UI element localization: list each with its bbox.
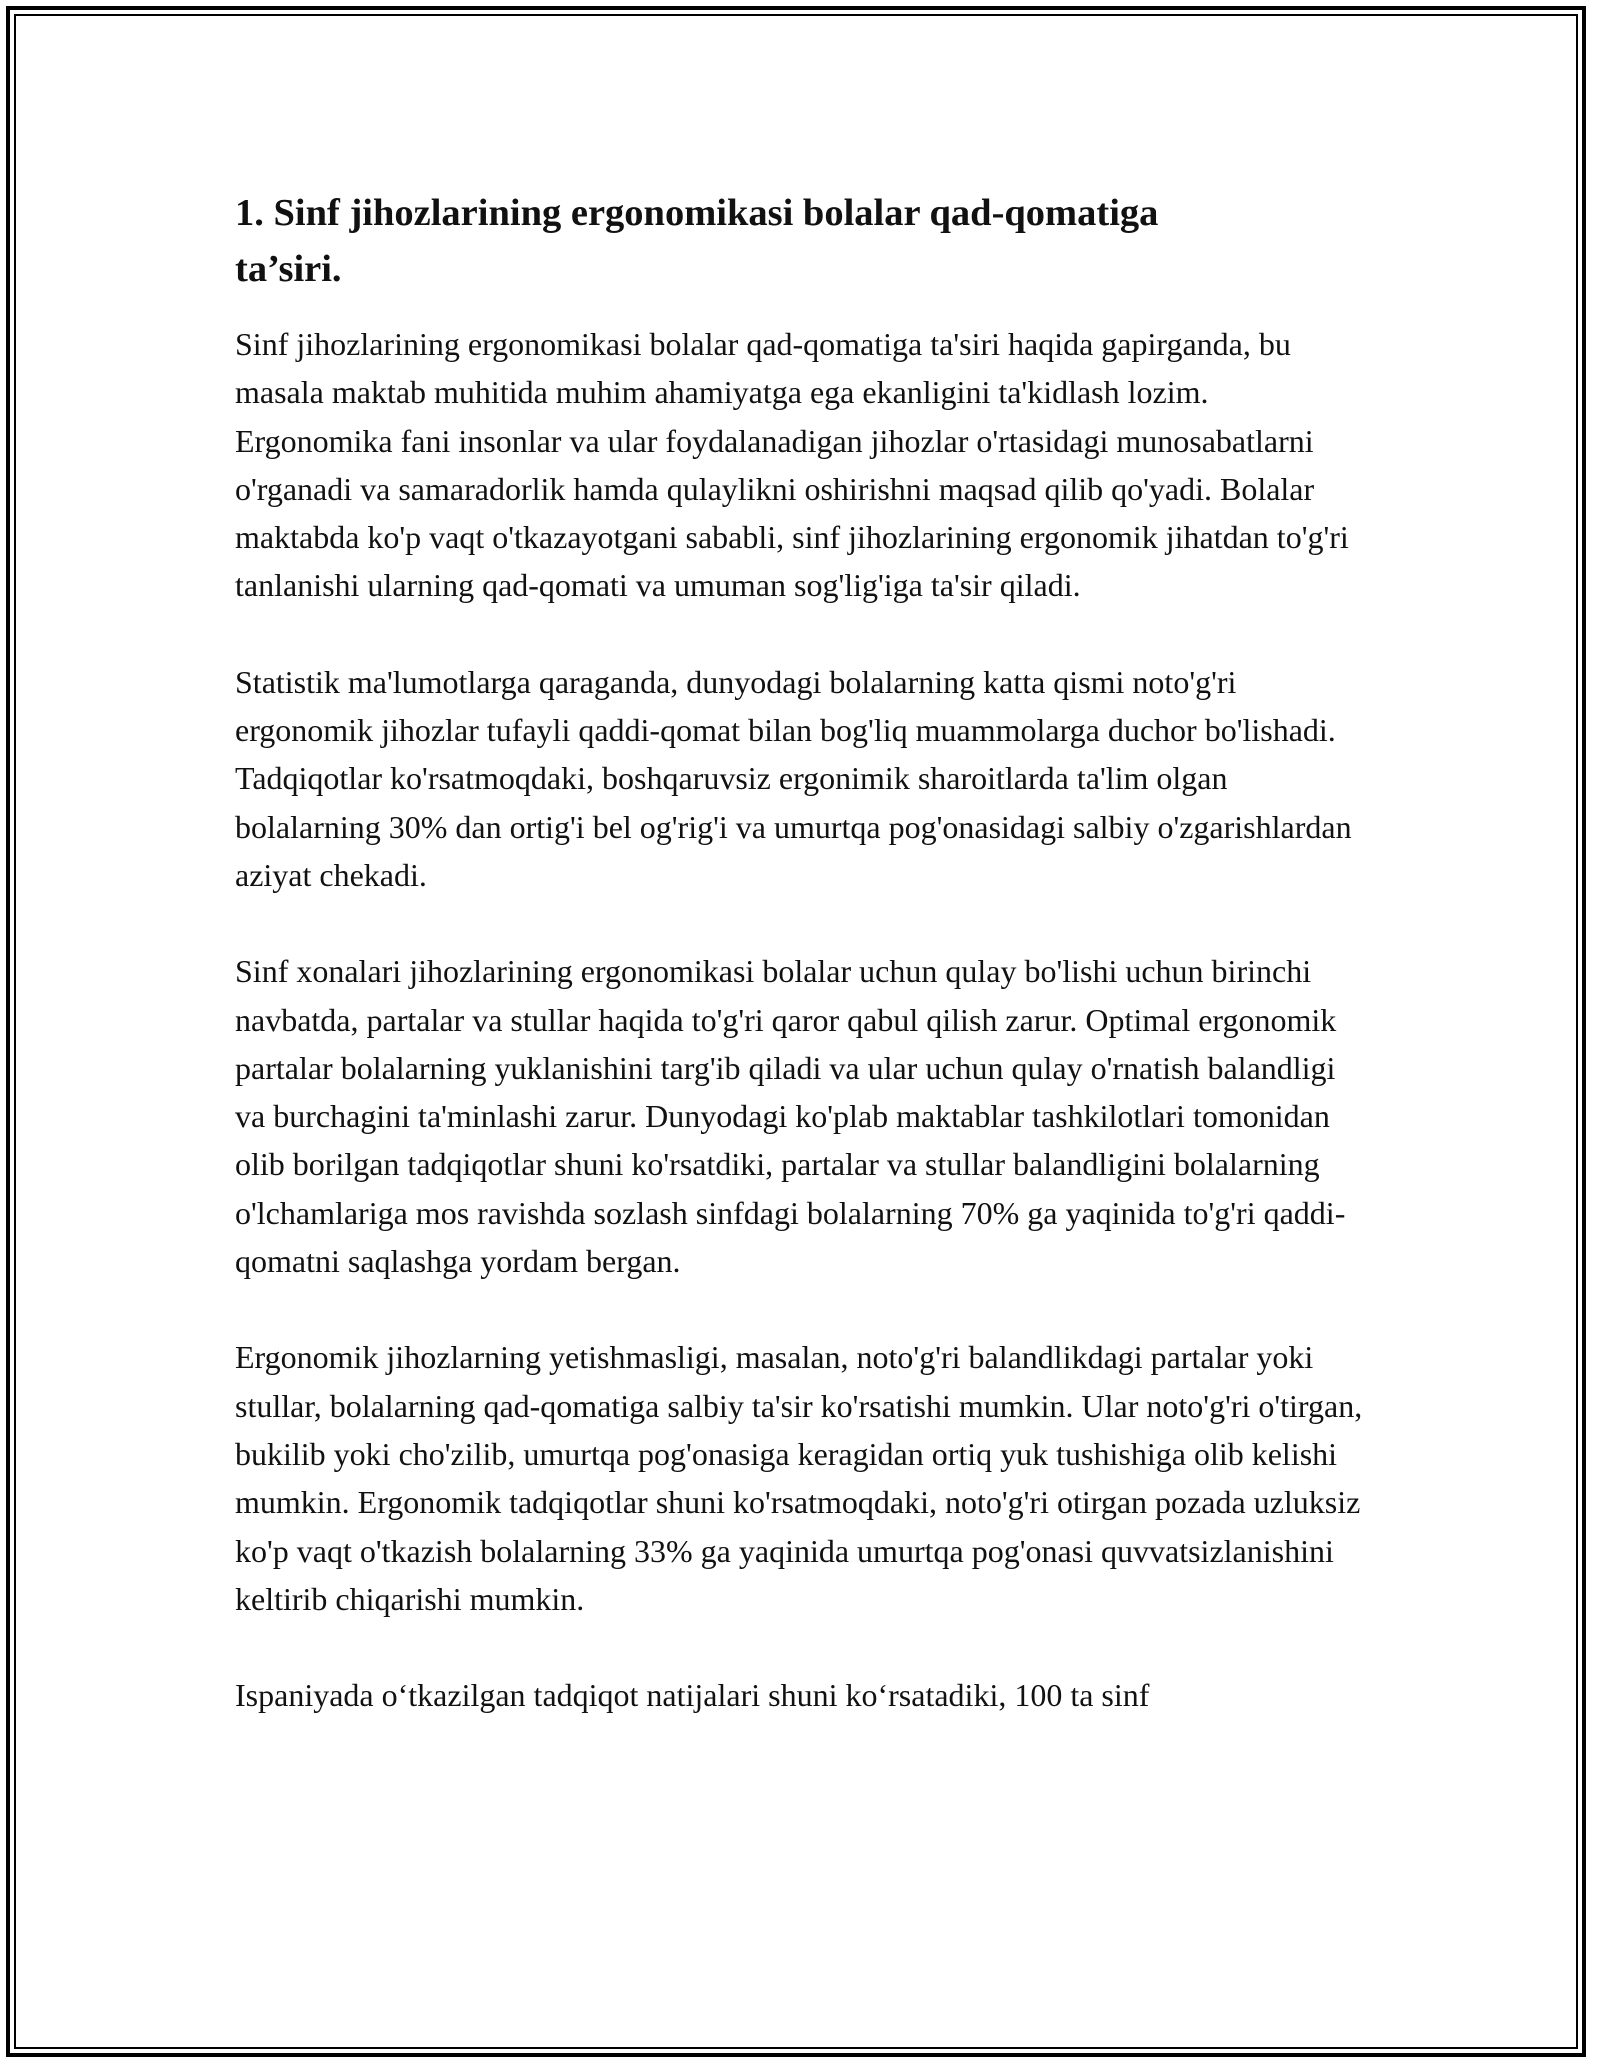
paragraph-posture-risks: Ergonomik jihozlarning yetishmasligi, masalan, noto'g'ri balandlikdagi partalar yoki stullar, bolalarning qad-qomatiga salbiy ta'sir ko'rsatishi mumkin. Ular noto'g'ri o'tirgan, bukilib yoki cho'zilib, umurtqa pog'onasiga keragidan ortiq yuk tushishiga olib kelishi mumkin. Ergonomik tadqiqotlar shuni ko'rsatmoqdaki, noto'g'ri otirgan pozada uzluksiz ko'p vaqt o'tkazish bolalarning 33% ga yaqinida umurtqa pog'onasi quvvatsizlanishini keltirib chiqarishi mumkin. [235, 1339, 1363, 1617]
section-heading: 1. Sinf jihozlarining ergonomikasi bolalar qad-qomatiga ta’siri. [235, 192, 1159, 290]
paragraph-statistics: Statistik ma'lumotlarga qaraganda, dunyodagi bolalarning katta qismi noto'g'ri ergonomik jihozlar tufayli qaddi-qomat bilan bog'liq muammolarga duchor bo'lishadi. Tadqiqotlar ko'rsatmoqdaki, boshqaruvsiz ergonimik sharoitlarda ta'lim olgan bolalarning 30% dan ortig'i bel og'rig'i va umurtqa pog'onasidagi salbiy o'zgarishlardan aziyat chekadi. [235, 663, 1352, 893]
paragraph-furniture: Sinf xonalari jihozlarining ergonomikasi bolalar uchun qulay bo'lishi uchun birinchi navbatda, partalar va stullar haqida to'g'ri qaror qabul qilish zarur. Optimal ergonomik partalar bolalarning yuklanishini targ'ib qiladi va ular uchun qulay o'rnatish balandligi va burchagini ta'minlashi zarur. Dunyodagi ko'plab maktablar tashkilotlari tomonidan olib borilgan tadqiqotlar shuni ko'rsatdiki, partalar va stullar balandligini bolalarning o'lchamlariga mos ravishda sozlash sinfdagi bolalarning 70% ga yaqinida to'g'ri qaddi-qomatni saqlashga yordam bergan. [235, 953, 1346, 1280]
paragraph-spain-study: Ispaniyada o‘tkazilgan tadqiqot natijalari shuni ko‘rsatadiki, 100 ta sinf [235, 1677, 1150, 1714]
paragraph-intro: Sinf jihozlarining ergonomikasi bolalar qad-qomatiga ta'siri haqida gapirganda, bu masala maktab muhitida muhim ahamiyatga ega ekanligini ta'kidlash lozim. Ergonomika fani insonlar va ular foydalanadigan jihozlar o'rtasidagi munosabatlarni o'rganadi va samaradorlik hamda qulaylikni oshirishni maqsad qilib qo'yadi. Bolalar maktabda ko'p vaqt o'tkazayotgani sababli, sinf jihozlarining ergonomik jihatdan to'g'ri tanlanishi ularning qad-qomati va umuman sog'lig'iga ta'sir qiladi. [235, 326, 1349, 604]
document-body [235, 185, 1365, 1767]
